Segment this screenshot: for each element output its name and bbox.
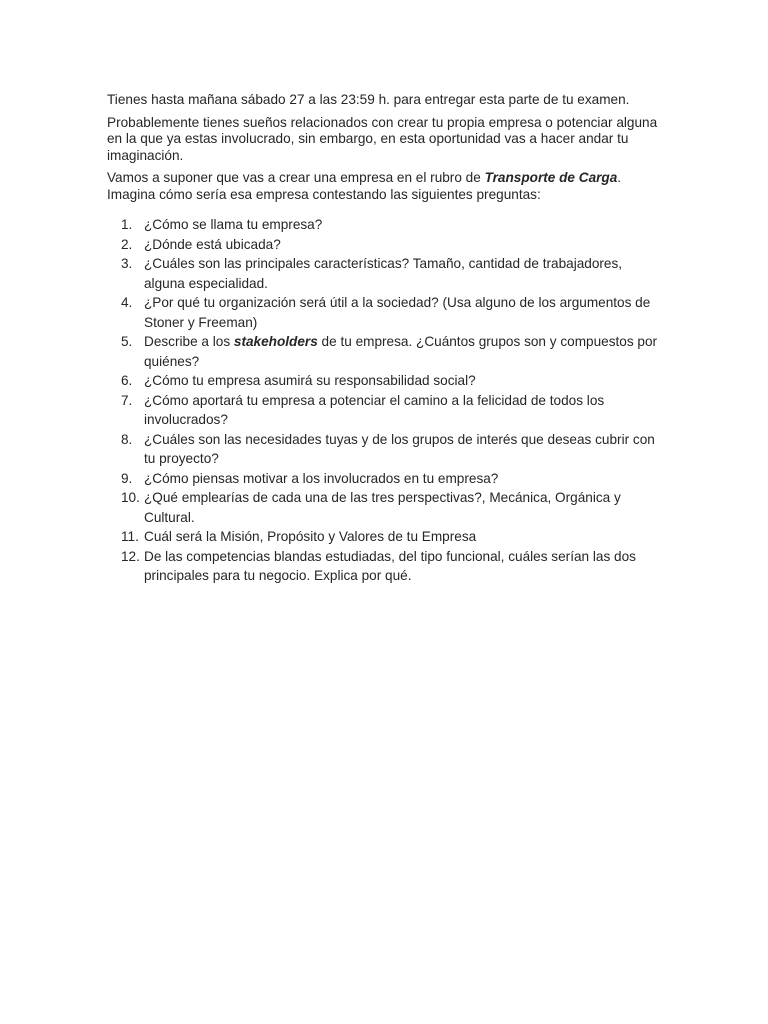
list-item-text: ¿Cómo se llama tu empresa? [144, 217, 323, 232]
list-item-text: De las competencias blandas estudiadas, del tipo funcional, cuáles serían las dos principales para tu negocio. Explica por qué. [144, 548, 636, 583]
list-item [107, 527, 662, 547]
list-item [107, 391, 662, 430]
list-item-text: ¿Cuáles son las principales características? Tamaño, cantidad de trabajadores, alguna especialidad. [144, 256, 623, 291]
stakeholders-emphasis: stakeholders [233, 334, 318, 349]
list-item-text: Cuál será la Misión, Propósito y Valores de tu Empresa [144, 529, 477, 544]
list-item-text: ¿Dónde está ubicada? [144, 236, 281, 252]
list-item-text: ¿Cómo aportará tu empresa a potenciar el camino a la felicidad de todos los involucrados? [144, 392, 605, 427]
list-item-number: 2. [121, 236, 133, 252]
instructions-text-end: . Imagina cómo sería esa empresa contestando las siguientes preguntas: [107, 170, 622, 202]
instructions-text-start: Vamos a suponer que vas a crear una empresa en el rubro de [107, 170, 485, 185]
list-item-number: 12. [121, 548, 140, 564]
list-item-text [144, 332, 662, 371]
list-item [107, 469, 662, 489]
list-item-text: ¿Por qué tu organización será útil a la sociedad? (Usa alguno de los argumentos de Stoner y Freeman) [144, 295, 651, 330]
intro-paragraph: Probablemente tienes sueños relacionados con crear tu propia empresa o potenciar alguna en la que ya estas involucrado, sin embargo, en esta oportunidad vas a hacer andar tu imaginación. [107, 114, 658, 163]
list-item-text: ¿Qué emplearías de cada una de las tres perspectivas?, Mecánica, Orgánica y Cultural. [144, 490, 621, 525]
list-item-text-end: de tu empresa. ¿Cuántos grupos son y compuestos por quiénes? [144, 334, 658, 369]
list-item-text: ¿Cómo tu empresa asumirá su responsabilidad social? [144, 373, 476, 388]
list-item-number: 1. [121, 217, 133, 232]
deadline-text: Tienes hasta mañana sábado 27 a las 23:59 h. para entregar esta parte de tu examen. [107, 92, 630, 107]
list-item-text-start: Describe a los [144, 334, 234, 349]
list-item-number: 5. [121, 334, 133, 349]
list-item [107, 235, 662, 255]
list-item-number: 3. [121, 256, 133, 271]
document-page [107, 92, 662, 586]
list-item [107, 430, 662, 469]
questions-list [107, 215, 662, 586]
list-item [107, 488, 662, 527]
list-item [107, 371, 662, 391]
list-item [107, 293, 662, 332]
list-item-number: 6. [121, 373, 133, 388]
list-item-number: 11. [121, 529, 139, 544]
list-item-number: 8. [121, 431, 133, 447]
list-item-number: 7. [121, 392, 133, 408]
list-item-text: ¿Cuáles son las necesidades tuyas y de los grupos de interés que deseas cubrir con tu proyecto? [144, 431, 655, 466]
list-item [107, 215, 662, 235]
list-item-number: 4. [121, 295, 133, 310]
industry-emphasis: Transporte de Carga [484, 170, 618, 185]
list-item [107, 254, 662, 293]
list-item-number: 10. [121, 490, 140, 505]
instructions-paragraph [107, 170, 662, 203]
list-item-text: ¿Cómo piensas motivar a los involucrados en tu empresa? [144, 470, 499, 486]
list-item-number: 9. [121, 470, 133, 486]
list-item [107, 332, 662, 371]
list-item [107, 547, 662, 586]
